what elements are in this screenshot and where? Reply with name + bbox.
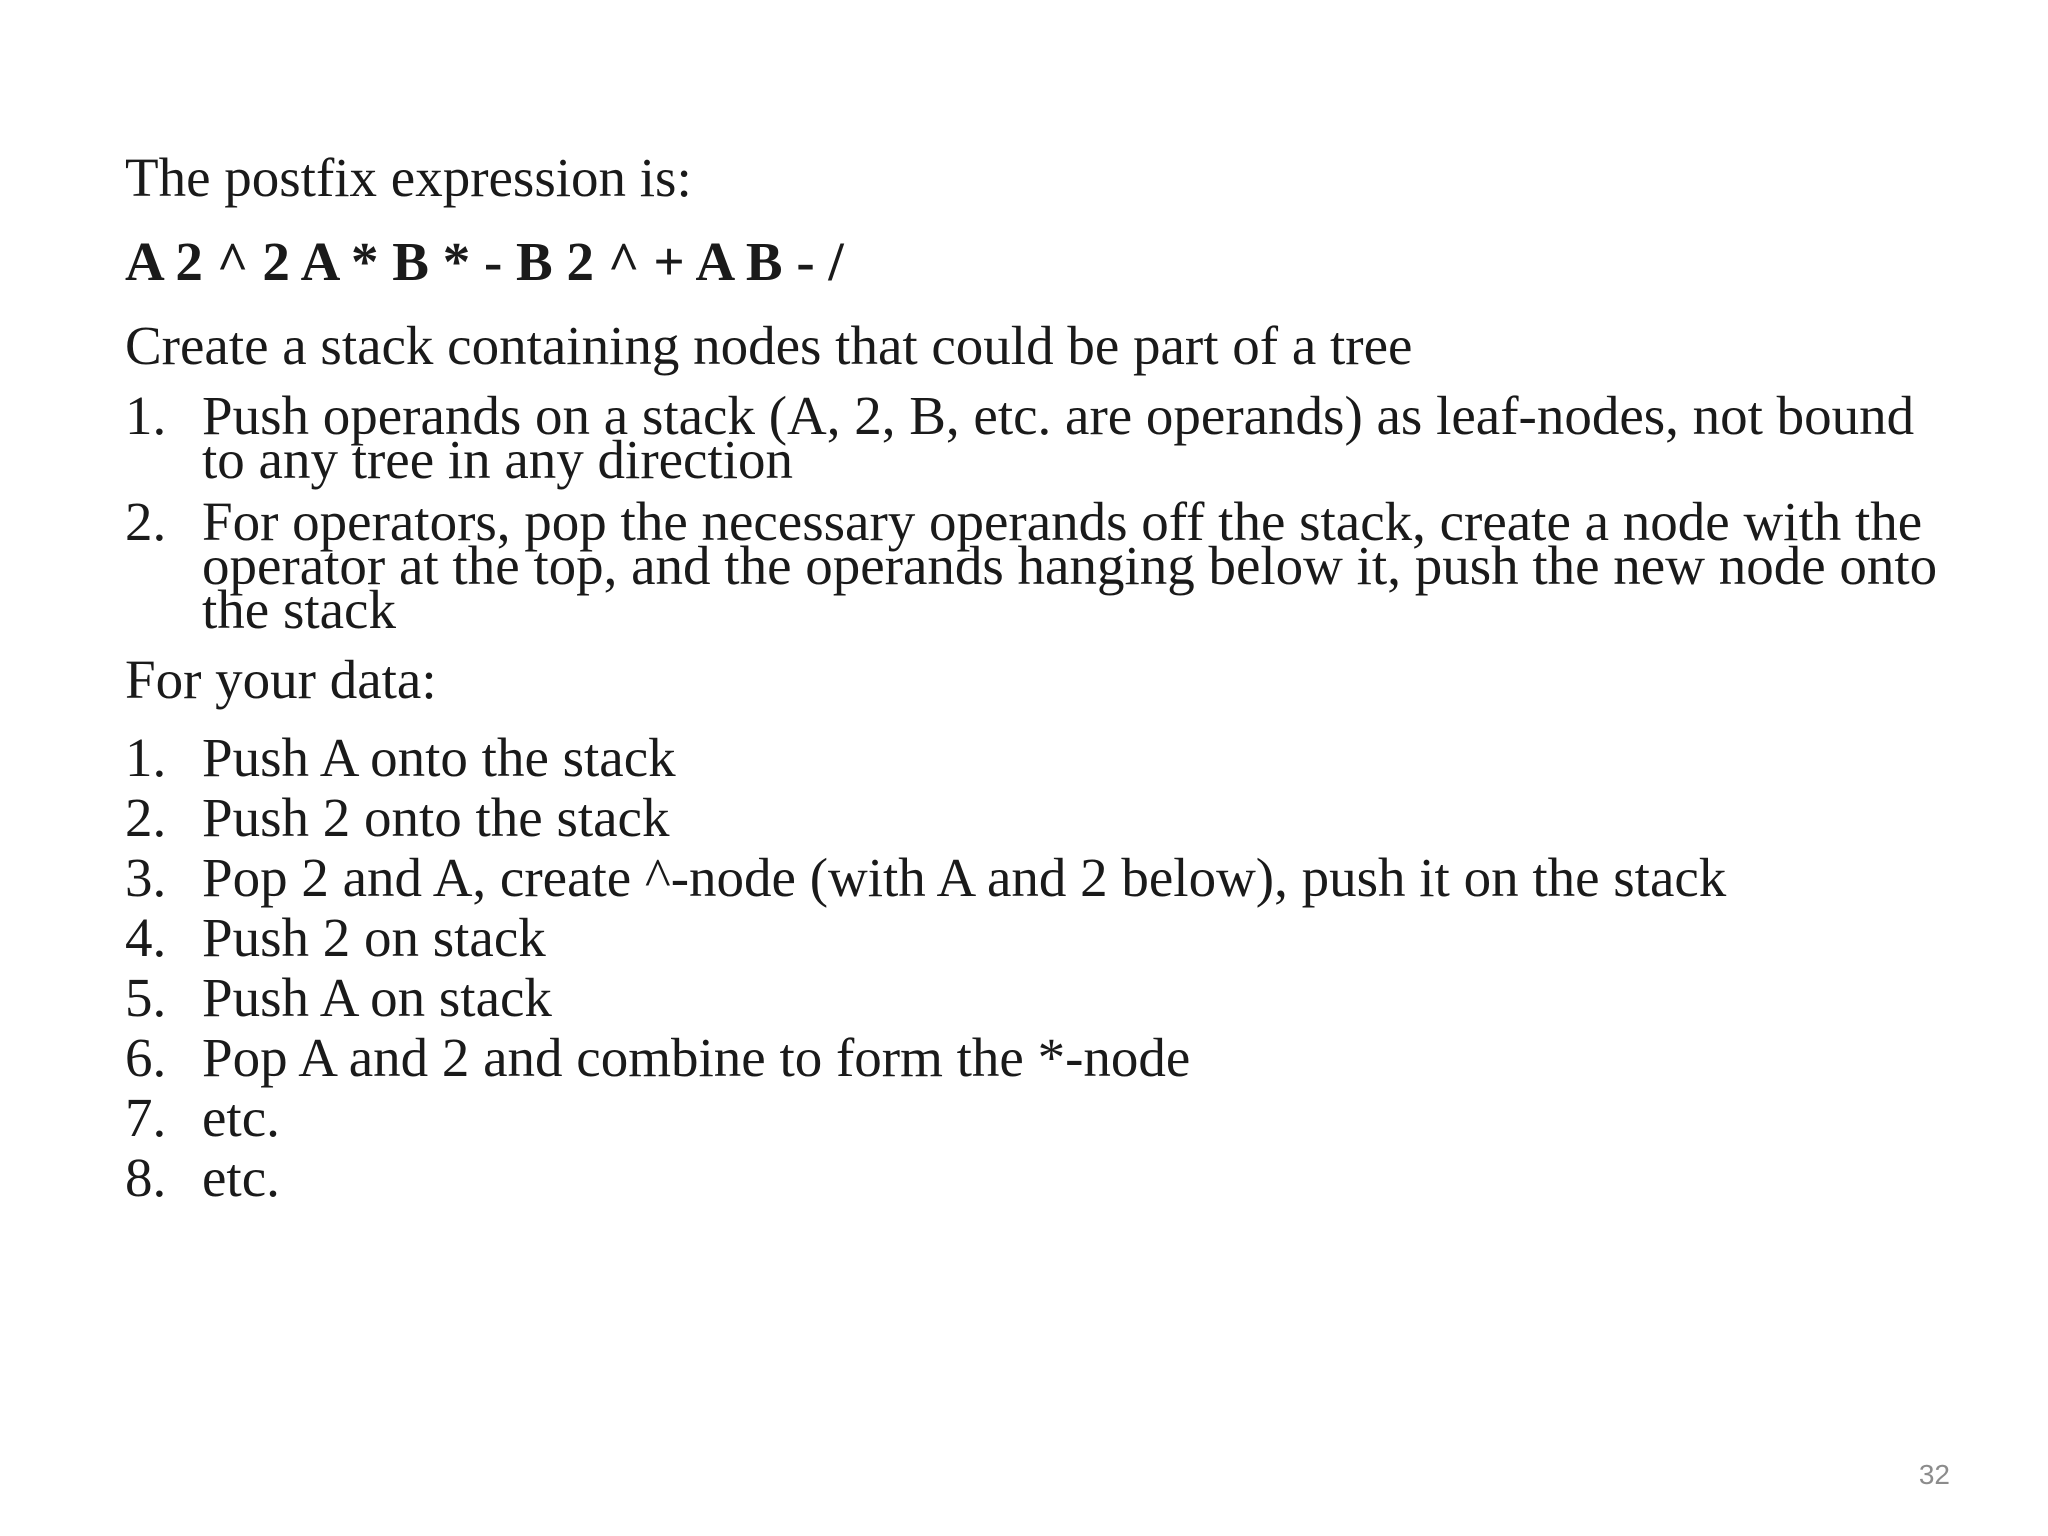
list-item xyxy=(125,728,1965,788)
list-text: For operators, pop the necessary operands off the stack, create a node with the operator at the top, and the operands hanging below it, push the new node onto the stack xyxy=(202,491,1938,640)
list-item xyxy=(125,1088,1965,1148)
list-number: 1. xyxy=(125,727,167,788)
list-number: 2. xyxy=(125,491,167,552)
create-stack-text: Create a stack containing nodes that could be part of a tree xyxy=(125,315,1413,376)
list-text: etc. xyxy=(202,1087,280,1148)
steps-list xyxy=(125,728,1965,1208)
list-item xyxy=(125,788,1965,848)
list-text: etc. xyxy=(202,1147,280,1208)
list-number: 7. xyxy=(125,1087,167,1148)
list-item xyxy=(125,848,1965,908)
list-text: Pop A and 2 and combine to form the *-node xyxy=(202,1027,1191,1088)
list-item xyxy=(125,1028,1965,1088)
list-item xyxy=(125,908,1965,968)
postfix-expression: A 2 ^ 2 A * B * - B 2 ^ + A B - / xyxy=(125,231,844,292)
list-number: 8. xyxy=(125,1147,167,1208)
list-item xyxy=(125,491,1965,640)
list-text: Push 2 onto the stack xyxy=(202,787,670,848)
list-text: Push 2 on stack xyxy=(202,907,546,968)
list-text: Push A on stack xyxy=(202,967,552,1028)
rules-list xyxy=(125,385,1965,640)
list-item xyxy=(125,968,1965,1028)
intro-text: The postfix expression is: xyxy=(125,147,692,208)
list-number: 5. xyxy=(125,967,167,1028)
list-number: 6. xyxy=(125,1027,167,1088)
page-number: 32 xyxy=(1918,1459,1950,1490)
list-item xyxy=(125,1148,1965,1208)
list-text: Pop 2 and A, create ^-node (with A and 2 below), push it on the stack xyxy=(202,847,1727,908)
list-text: Push A onto the stack xyxy=(202,727,676,788)
slide-content xyxy=(125,148,1965,1208)
list-number: 4. xyxy=(125,907,167,968)
for-your-data-text: For your data: xyxy=(125,649,437,710)
list-text: Push operands on a stack (A, 2, B, etc. are operands) as leaf-nodes, not bound to any tree in any direction xyxy=(202,385,1915,490)
list-number: 3. xyxy=(125,847,167,908)
list-item xyxy=(125,385,1965,490)
list-number: 1. xyxy=(125,385,167,446)
list-number: 2. xyxy=(125,787,167,848)
